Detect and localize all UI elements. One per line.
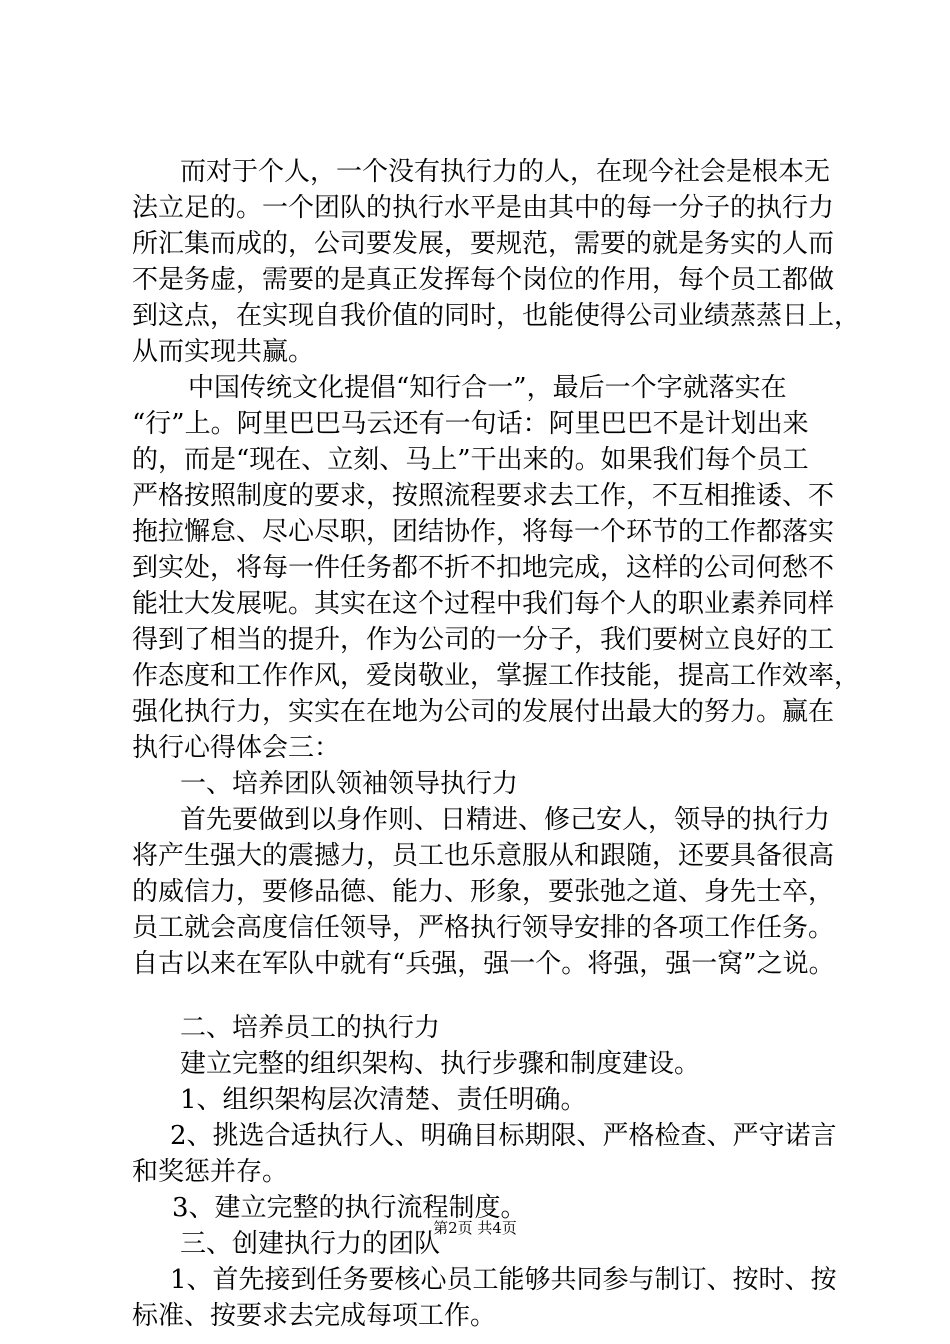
section-heading: 三、创建执行力的团队 — [180, 1229, 441, 1259]
paragraph-line: 所汇集而成的，公司要发展，要规范，需要的就是务实的人而 — [132, 229, 835, 259]
paragraph-line: 拖拉懈怠、尽心尽职，团结协作，将每一个环节的工作都落实 — [132, 517, 835, 547]
paragraph-line: 到这点，在实现自我价值的同时，也能使得公司业绩蒸蒸日上， — [132, 301, 861, 331]
paragraph-line: 自古以来在军队中就有“兵强，强一个。将强，强一窝”之说。 — [132, 949, 835, 979]
paragraph-line: 到实处，将每一件任务都不折不扣地完成，这样的公司何愁不 — [132, 553, 835, 583]
paragraph-line: 的，而是“现在、立刻、马上”干出来的。如果我们每个员工 — [132, 445, 809, 475]
paragraph-line: 员工就会高度信任领导，严格执行领导安排的各项工作任务。 — [132, 913, 835, 943]
paragraph-line: 不是务虚，需要的是真正发挥每个岗位的作用，每个员工都做 — [132, 265, 835, 295]
paragraph-line: 得到了相当的提升，作为公司的一分子，我们要树立良好的工 — [132, 625, 835, 655]
list-item: 2、挑选合适执行人、明确目标期限、严格检查、严守诺言 — [170, 1121, 837, 1151]
paragraph-line: 能壮大发展呢。其实在这个过程中我们每个人的职业素养同样 — [132, 589, 835, 619]
paragraph-line: 作态度和工作作风，爱岗敬业，掌握工作技能，提高工作效率， — [132, 661, 861, 691]
paragraph-line: 而对于个人，一个没有执行力的人，在现今社会是根本无 — [180, 157, 831, 187]
paragraph-line: 强化执行力，实实在在地为公司的发展付出最大的努力。赢在 — [132, 697, 835, 727]
paragraph-line: 中国传统文化提倡“知行合一”，最后一个字就落实在 — [188, 373, 787, 403]
list-item: 1、首先接到任务要核心员工能够共同参与制订、按时、按 — [170, 1265, 837, 1295]
paragraph-line: 严格按照制度的要求，按照流程要求去工作，不互相推诿、不 — [132, 481, 835, 511]
paragraph-line: 的威信力，要修品德、能力、形象，要张弛之道、身先士卒， — [132, 877, 835, 907]
document-body — [132, 154, 861, 1334]
paragraph-line: 首先要做到以身作则、日精进、修己安人，领导的执行力 — [180, 805, 831, 835]
paragraph-line: 执行心得体会三： — [132, 733, 341, 763]
paragraph-line: 将产生强大的震撼力，员工也乐意服从和跟随，还要具备很高 — [132, 841, 835, 871]
paragraph-line: 标准、按要求去完成每项工作。 — [132, 1301, 497, 1331]
paragraph-line: 建立完整的组织架构、执行步骤和制度建设。 — [180, 1049, 701, 1079]
list-item: 3、建立完整的执行流程制度。 — [172, 1193, 527, 1223]
paragraph-gap — [132, 982, 848, 1010]
paragraph-line: 法立足的。一个团队的执行水平是由其中的每一分子的执行力 — [132, 193, 835, 223]
list-item: 1、组织架构层次清楚、责任明确。 — [180, 1085, 587, 1115]
section-heading: 二、培养员工的执行力 — [180, 1013, 441, 1043]
paragraph-line: 和奖惩并存。 — [132, 1157, 289, 1187]
section-heading: 一、培养团队领袖领导执行力 — [180, 769, 519, 799]
page-number-footer: 第2页 共4页 — [433, 1219, 517, 1237]
paragraph-line: 从而实现共赢。 — [132, 337, 315, 367]
paragraph-line: “行”上。阿里巴巴马云还有一句话：阿里巴巴不是计划出来 — [132, 409, 809, 439]
